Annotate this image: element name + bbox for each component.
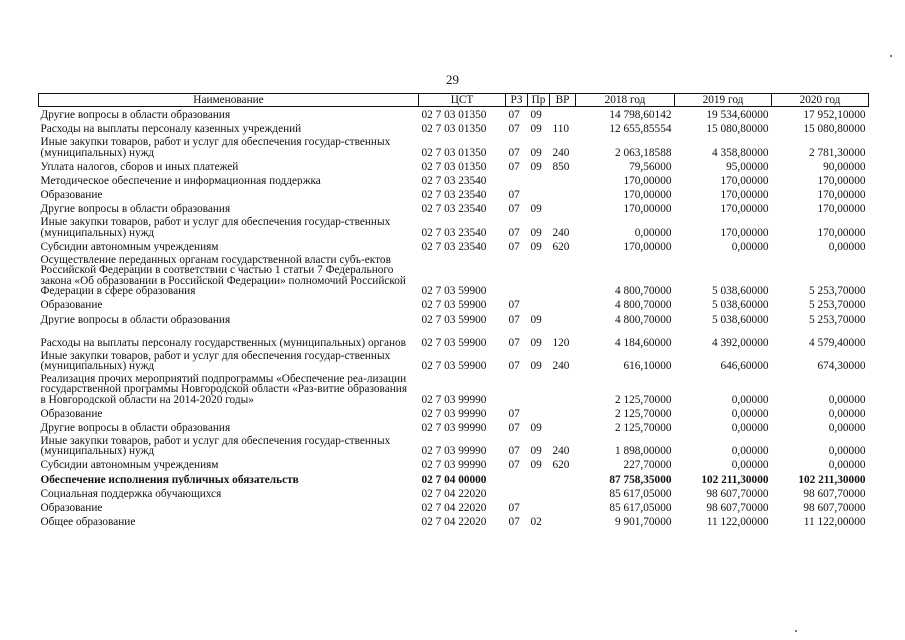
cell-pr — [528, 172, 550, 186]
cell-vr: 240 — [552, 359, 570, 372]
cell-2020: 5 253,70000 — [809, 313, 866, 325]
cell-vr — [550, 201, 576, 215]
cell-vr — [550, 172, 576, 186]
cell-2019: 0,00000 — [731, 422, 769, 434]
cell-2019: 170,00000 — [720, 203, 769, 215]
cell-vr: 240 — [552, 146, 570, 159]
cell-pr — [528, 371, 550, 405]
table-row — [39, 405, 869, 419]
cell-vr: 850 — [552, 160, 570, 173]
cell-pr: 09 — [530, 459, 542, 471]
table-row — [39, 485, 869, 499]
cell-pr: 09 — [530, 123, 542, 135]
table-row — [39, 297, 869, 311]
cell-rz: 07 — [508, 502, 520, 514]
cell-pr: 02 — [530, 516, 542, 528]
cell-cst: 02 7 03 99990 — [421, 393, 487, 406]
header-2020: 2020 год — [772, 94, 869, 107]
cell-2019: 646,60000 — [720, 359, 769, 372]
cell-vr: 240 — [552, 226, 570, 238]
cell-cst: 02 7 04 00000 — [421, 473, 487, 486]
cell-2018: 87 758,35000 — [609, 473, 672, 486]
cell-vr — [550, 485, 576, 499]
cell-pr: 09 — [530, 359, 542, 372]
cell-name: Иные закупки товаров, работ и услуг для обеспечения государ-ственных (муниципальных) нужд — [40, 434, 391, 457]
cell-2018: 1 898,00000 — [615, 445, 672, 457]
cell-cst: 02 7 03 99990 — [421, 459, 487, 471]
cell-2018: 170,00000 — [623, 175, 672, 187]
cell-2019: 4 358,80000 — [712, 146, 769, 159]
cell-cst: 02 7 03 99990 — [421, 422, 487, 434]
cell-vr — [550, 499, 576, 513]
table-row — [39, 201, 869, 215]
cell-cst: 02 7 03 01350 — [421, 109, 487, 121]
cell-pr: 09 — [530, 445, 542, 457]
cell-cst: 02 7 04 22020 — [421, 502, 487, 514]
cell-2020: 0,00000 — [828, 407, 866, 420]
cell-cst: 02 7 03 23540 — [421, 240, 487, 253]
cell-pr — [528, 186, 550, 200]
cell-2019: 15 080,80000 — [706, 123, 769, 135]
cell-rz: 07 — [508, 445, 520, 457]
cell-2019: 19 534,60000 — [706, 109, 769, 121]
cell-rz: 07 — [508, 313, 520, 325]
cell-2020: 98 607,70000 — [803, 487, 866, 500]
cell-2018: 0,00000 — [634, 226, 672, 238]
table-row — [39, 457, 869, 471]
cell-pr: 09 — [530, 240, 542, 253]
table-row — [39, 107, 869, 121]
cell-2020: 170,00000 — [817, 226, 866, 238]
cell-pr: 09 — [530, 146, 542, 159]
cell-rz: 07 — [508, 299, 520, 311]
cell-2020: 90,00000 — [823, 160, 866, 173]
cell-vr — [550, 297, 576, 311]
cell-vr: 620 — [552, 459, 570, 471]
cell-cst: 02 7 03 59900 — [421, 313, 487, 325]
cell-pr: 09 — [530, 109, 542, 121]
page-number: 29 — [446, 72, 459, 87]
table-row — [39, 499, 869, 513]
cell-2018: 2 125,70000 — [615, 393, 672, 406]
cell-name: Общее образование — [40, 516, 136, 528]
cell-vr: 240 — [552, 445, 570, 457]
cell-vr — [550, 419, 576, 433]
cell-2019: 170,00000 — [720, 189, 769, 201]
cell-2018: 616,10000 — [623, 359, 672, 372]
cell-vr — [550, 107, 576, 121]
cell-2018: 2 125,70000 — [615, 407, 672, 420]
table-row — [39, 121, 869, 135]
cell-pr — [528, 297, 550, 311]
table-row — [39, 252, 869, 296]
cell-pr: 09 — [530, 160, 542, 173]
table-row — [39, 513, 869, 527]
cell-2019: 98 607,70000 — [706, 502, 769, 514]
cell-2019: 102 211,30000 — [701, 473, 769, 486]
cell-name: Образование — [40, 299, 103, 311]
cell-name: Образование — [40, 502, 103, 514]
table-row — [39, 325, 869, 348]
cell-cst: 02 7 03 01350 — [421, 160, 487, 173]
budget-table-body — [39, 107, 869, 528]
cell-rz: 07 — [508, 160, 520, 173]
table-row — [39, 158, 869, 172]
cell-rz — [506, 471, 528, 485]
cell-vr — [550, 405, 576, 419]
cell-2020: 98 607,70000 — [803, 502, 866, 514]
cell-pr — [528, 485, 550, 499]
cell-2020: 0,00000 — [828, 445, 866, 457]
table-row — [39, 238, 869, 252]
cell-2020: 0,00000 — [828, 459, 866, 471]
cell-pr — [528, 252, 550, 296]
cell-pr: 09 — [530, 226, 542, 238]
cell-2019: 5 038,60000 — [712, 313, 769, 325]
cell-2019: 11 122,00000 — [706, 516, 769, 528]
cell-2018: 9 901,70000 — [615, 516, 672, 528]
cell-cst: 02 7 03 99990 — [421, 445, 487, 457]
cell-pr: 09 — [530, 203, 542, 215]
cell-name: Субсидии автономным учреждениям — [40, 459, 219, 471]
cell-vr — [550, 471, 576, 485]
cell-vr: 620 — [552, 240, 570, 253]
table-row — [39, 186, 869, 200]
cell-cst: 02 7 04 22020 — [421, 516, 487, 528]
cell-2018: 4 800,70000 — [615, 313, 672, 325]
header-pr: Пр — [528, 94, 550, 107]
cell-2019: 5 038,60000 — [712, 299, 769, 311]
table-row — [39, 434, 869, 457]
cell-2020: 0,00000 — [828, 422, 866, 434]
cell-2020: 5 253,70000 — [809, 285, 866, 297]
cell-pr: 09 — [530, 422, 542, 434]
cell-2018: 85 617,05000 — [609, 487, 672, 500]
cell-2020: 170,00000 — [817, 203, 866, 215]
cell-cst: 02 7 03 23540 — [421, 189, 487, 201]
header-cst: ЦСТ — [419, 94, 506, 107]
cell-2018: 12 655,85554 — [609, 123, 672, 135]
cell-2018: 2 125,70000 — [615, 422, 672, 434]
cell-name: Другие вопросы в области образования — [40, 313, 231, 325]
cell-cst: 02 7 03 59900 — [421, 359, 487, 372]
cell-name: Расходы на выплаты персоналу казенных учреждений — [40, 123, 302, 135]
cell-2020: 11 122,00000 — [803, 516, 866, 528]
cell-vr — [550, 252, 576, 296]
cell-rz: 07 — [508, 240, 520, 253]
table-header-row — [39, 94, 869, 107]
cell-cst: 02 7 03 23540 — [421, 203, 487, 215]
cell-2018: 4 800,70000 — [615, 299, 672, 311]
cell-vr — [550, 186, 576, 200]
cell-2020: 0,00000 — [828, 393, 866, 406]
table-row — [39, 471, 869, 485]
cell-name: Социальная поддержка обучающихся — [40, 487, 222, 500]
cell-pr — [528, 499, 550, 513]
cell-vr — [550, 311, 576, 325]
table-row — [39, 348, 869, 371]
cell-2019: 170,00000 — [720, 226, 769, 238]
header-rz: РЗ — [506, 94, 528, 107]
cell-name: Другие вопросы в области образования — [40, 422, 231, 434]
table-row — [39, 172, 869, 186]
cell-2018: 2 063,18588 — [615, 146, 672, 159]
cell-2019: 0,00000 — [731, 459, 769, 471]
cell-name: Обеспечение исполнения публичных обязательств — [40, 473, 299, 486]
cell-rz — [506, 485, 528, 499]
cell-pr: 09 — [530, 313, 542, 325]
cell-2019: 4 392,00000 — [712, 336, 769, 349]
cell-rz: 07 — [508, 459, 520, 471]
header-vr: ВР — [550, 94, 576, 107]
scan-speck — [795, 630, 797, 632]
cell-rz: 07 — [508, 336, 520, 349]
cell-2019: 98 607,70000 — [706, 487, 769, 500]
cell-cst: 02 7 03 59900 — [421, 285, 487, 297]
table-row — [39, 311, 869, 325]
cell-cst: 02 7 03 23540 — [421, 226, 487, 238]
cell-name: Уплата налогов, сборов и иных платежей — [40, 160, 239, 173]
cell-2019: 170,00000 — [720, 175, 769, 187]
cell-rz: 07 — [508, 203, 520, 215]
cell-2018: 4 800,70000 — [615, 285, 672, 297]
cell-cst: 02 7 03 01350 — [421, 146, 487, 159]
cell-2020: 5 253,70000 — [809, 299, 866, 311]
cell-name: Реализация прочих мероприятий подпрограммы «Обеспечение реа-лизации государственной программы Новгородской области «Раз-витие образования в Новгородской области на 2014-2020 годы» — [40, 372, 408, 406]
cell-rz: 07 — [508, 407, 520, 420]
cell-2020: 0,00000 — [828, 240, 866, 253]
cell-rz: 07 — [508, 146, 520, 159]
cell-pr: 09 — [530, 336, 542, 349]
cell-name: Субсидии автономным учреждениям — [40, 240, 219, 253]
cell-name: Расходы на выплаты персоналу государственных (муниципальных) органов — [40, 336, 406, 349]
cell-name: Другие вопросы в области образования — [40, 109, 231, 121]
cell-vr — [550, 513, 576, 527]
cell-2018: 79,56000 — [629, 160, 672, 173]
table-row — [39, 371, 869, 405]
cell-rz: 07 — [508, 359, 520, 372]
cell-name: Осуществление переданных органам государственной власти субъ-ектов Российской Федерации в соответствии с частью 1 статьи 7 Федерального закона «Об образовании в Российской Федерации» полномочий Российской Федерации в сфере образования — [40, 253, 406, 297]
table-row — [39, 135, 869, 158]
table-row — [39, 215, 869, 238]
cell-cst: 02 7 03 01350 — [421, 123, 487, 135]
cell-rz — [506, 252, 528, 296]
table-row — [39, 419, 869, 433]
cell-cst: 02 7 03 99990 — [421, 407, 487, 420]
cell-2018: 170,00000 — [623, 240, 672, 253]
scan-speck — [890, 55, 892, 57]
cell-2020: 17 952,10000 — [803, 109, 866, 121]
cell-2018: 14 798,60142 — [609, 109, 672, 121]
cell-2018: 227,70000 — [623, 459, 672, 471]
cell-pr — [528, 405, 550, 419]
cell-2019: 0,00000 — [731, 240, 769, 253]
cell-2020: 4 579,40000 — [809, 336, 866, 349]
cell-2019: 5 038,60000 — [712, 285, 769, 297]
cell-rz: 07 — [508, 189, 520, 201]
cell-name: Иные закупки товаров, работ и услуг для обеспечения государ-ственных (муниципальных) нужд — [40, 216, 391, 238]
cell-2018: 85 617,05000 — [609, 502, 672, 514]
cell-name: Образование — [40, 189, 103, 201]
cell-cst: 02 7 03 23540 — [421, 175, 487, 187]
budget-table — [38, 93, 869, 528]
cell-2020: 170,00000 — [817, 189, 866, 201]
cell-rz: 07 — [508, 123, 520, 135]
cell-rz: 07 — [508, 226, 520, 238]
cell-rz: 07 — [508, 422, 520, 434]
header-2018: 2018 год — [576, 94, 675, 107]
cell-vr — [550, 371, 576, 405]
cell-rz — [506, 371, 528, 405]
header-name: Наименование — [39, 94, 419, 107]
cell-rz — [506, 172, 528, 186]
cell-name: Иные закупки товаров, работ и услуг для обеспечения государ-ственных (муниципальных) нужд — [40, 349, 391, 372]
cell-2020: 102 211,30000 — [798, 473, 866, 486]
cell-name: Иные закупки товаров, работ и услуг для обеспечения государ-ственных (муниципальных) нужд — [40, 136, 391, 159]
cell-cst: 02 7 03 59900 — [421, 336, 487, 349]
cell-2018: 170,00000 — [623, 203, 672, 215]
cell-rz: 07 — [508, 516, 520, 528]
cell-name: Другие вопросы в области образования — [40, 203, 231, 215]
cell-rz: 07 — [508, 109, 520, 121]
cell-cst: 02 7 03 59900 — [421, 299, 487, 311]
cell-2020: 170,00000 — [817, 175, 866, 187]
header-2019: 2019 год — [675, 94, 772, 107]
cell-2018: 4 184,60000 — [615, 336, 672, 349]
cell-2020: 674,30000 — [817, 359, 866, 372]
cell-vr: 120 — [552, 336, 570, 349]
cell-pr — [528, 471, 550, 485]
cell-2019: 0,00000 — [731, 407, 769, 420]
cell-name: Образование — [40, 407, 103, 420]
cell-2019: 0,00000 — [731, 393, 769, 406]
cell-2018: 170,00000 — [623, 189, 672, 201]
cell-2020: 15 080,80000 — [803, 123, 866, 135]
cell-2020: 2 781,30000 — [809, 146, 866, 159]
cell-cst: 02 7 04 22020 — [421, 487, 487, 500]
cell-2019: 0,00000 — [731, 445, 769, 457]
cell-vr: 110 — [552, 123, 570, 135]
cell-name: Методическое обеспечение и информационная поддержка — [40, 175, 321, 187]
cell-2019: 95,00000 — [726, 160, 769, 173]
